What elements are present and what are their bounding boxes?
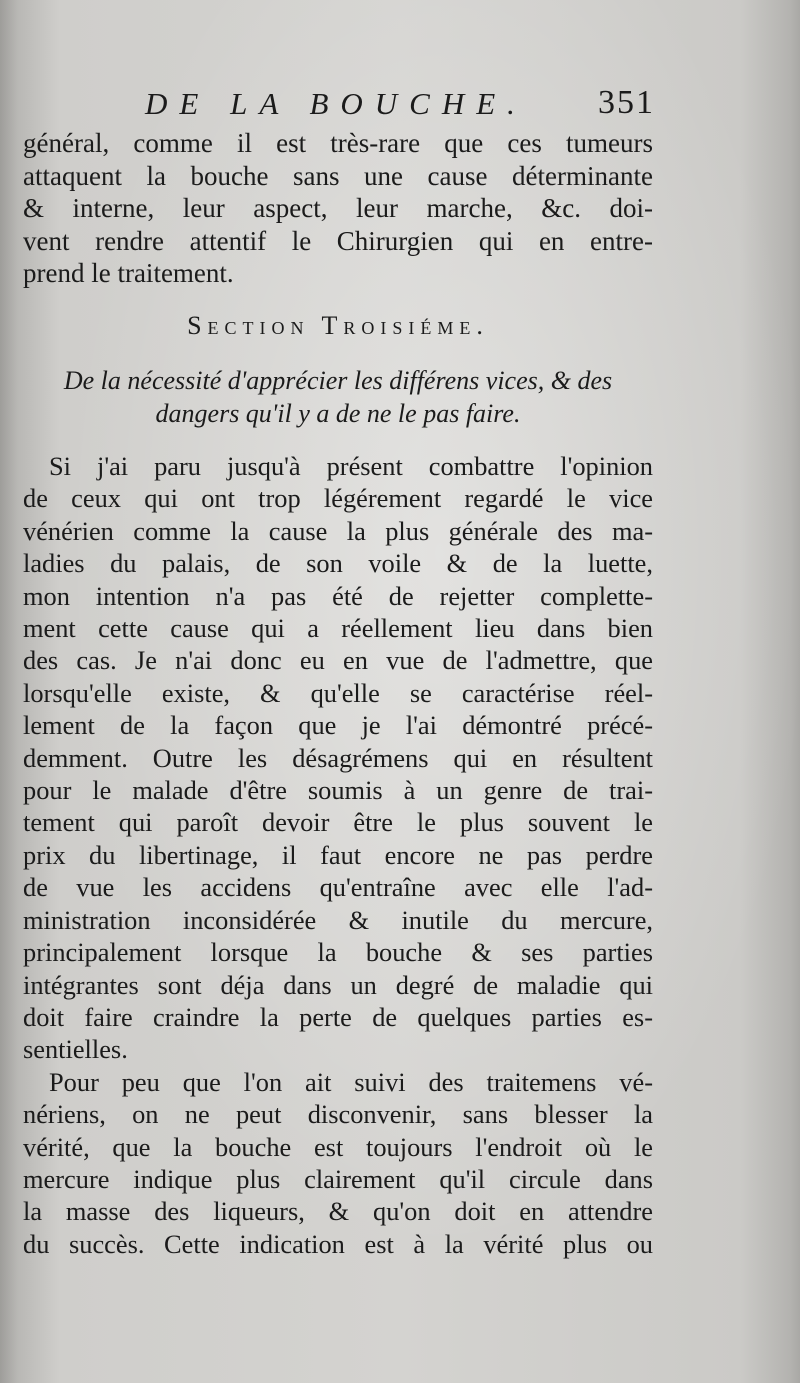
text-line: vent rendre attentif le Chirurgien qui en entre- — [23, 225, 653, 256]
text-line: de ceux qui ont trop légérement regardé le vice — [23, 483, 653, 514]
text-line: ministration inconsidérée & inutile du mercure, — [23, 904, 653, 935]
text-line: ladies du palais, de son voile & de la luette, — [23, 548, 653, 579]
intro-paragraph — [23, 127, 653, 290]
text-line: général, comme il est très-rare que ces tumeurs — [23, 128, 653, 158]
paragraph-2 — [23, 1066, 653, 1260]
text-line: Pour peu que l'on ait suivi des traitemens vé- — [49, 1066, 653, 1097]
text-line: mon intention n'a pas été de rejetter complette- — [23, 580, 653, 611]
text-line: prend le traitement. — [23, 258, 234, 288]
text-line: & interne, leur aspect, leur marche, &c. doi- — [23, 193, 653, 223]
text-line: intégrantes sont déja dans un degré de maladie qui — [23, 969, 653, 1000]
text-line: ment cette cause qui a réellement lieu dans bien — [23, 613, 653, 644]
running-title: DE LA BOUCHE. — [145, 86, 527, 121]
page-header — [145, 86, 655, 126]
page-number: 351 — [598, 84, 655, 121]
text-line: vérité, que la bouche est toujours l'endroit où le — [23, 1131, 653, 1162]
subtitle-line: De la nécessité d'apprécier les différens vices, & des — [63, 366, 613, 395]
text-line: sentielles. — [23, 1034, 128, 1065]
text-line: pour le malade d'être soumis à un genre de trai- — [23, 775, 653, 806]
text-line: lement de la façon que je l'ai démontré précé- — [23, 710, 653, 741]
main-text — [23, 450, 653, 1260]
subtitle-line: dangers qu'il y a de ne le pas faire. — [155, 399, 521, 428]
section-heading: Section Troisiéme. — [187, 311, 489, 340]
paragraph-1 — [23, 450, 653, 1066]
text-line: tement qui paroît devoir être le plus souvent le — [23, 807, 653, 838]
text-line: nériens, on ne peut disconvenir, sans blesser la — [23, 1099, 653, 1130]
text-line: mercure indique plus clairement qu'il circule dans — [23, 1163, 653, 1194]
text-line: de vue les accidens qu'entraîne avec elle l'ad- — [23, 872, 653, 903]
text-line: Si j'ai paru jusqu'à présent combattre l'opinion — [49, 451, 653, 481]
text-line: demment. Outre les désagrémens qui en résultent — [23, 742, 653, 773]
text-line: lorsqu'elle existe, & qu'elle se caractérise réel- — [23, 677, 653, 708]
text-line: vénérien comme la cause la plus générale des ma- — [23, 515, 653, 546]
text-line: attaquent la bouche sans une cause déterminante — [23, 160, 653, 191]
text-line: la masse des liqueurs, & qu'on doit en attendre — [23, 1196, 653, 1227]
text-line: prix du libertinage, il faut encore ne pas perdre — [23, 839, 653, 870]
text-line: du succès. Cette indication est à la vérité plus ou — [23, 1228, 653, 1259]
section-subtitle — [23, 364, 653, 430]
text-line: des cas. Je n'ai donc eu en vue de l'admettre, que — [23, 645, 653, 676]
text-line: principalement lorsque la bouche & ses parties — [23, 937, 653, 968]
text-line: doit faire craindre la perte de quelques parties es- — [23, 1001, 653, 1032]
